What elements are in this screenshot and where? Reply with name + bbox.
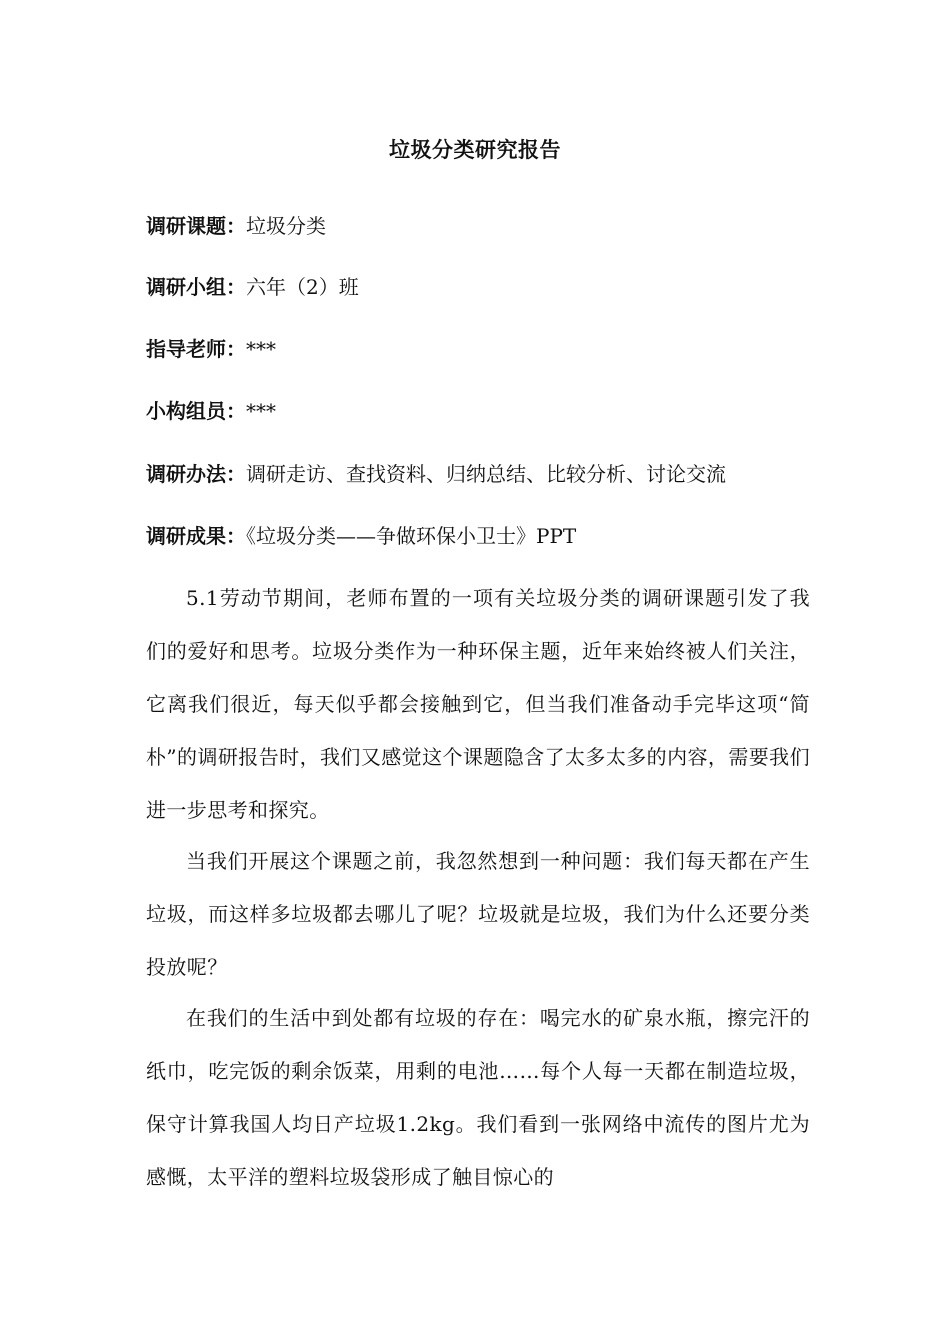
paragraph-intro: 5.1劳动节期间，老师布置的一项有关垃圾分类的调研课题引发了我们的爱好和思考。垃圾分类作为一种环保主题，近年来始终被人们关注，它离我们很近，每天似乎都会接触到它，但当我们准备动手完毕这项“简朴”的调研报告时，我们又感觉这个课题隐含了太多太多的内容，需要我们进一步思考和探究。 [146, 586, 810, 822]
meta-row-teacher [146, 334, 826, 364]
meta-label-group: 调研小组： [146, 275, 246, 299]
meta-value-method: 调研走访、查找资料、归纳总结、比较分析、讨论交流 [246, 462, 726, 486]
meta-value-topic: 垃圾分类 [246, 214, 326, 238]
meta-row-method [146, 459, 826, 489]
meta-label-teacher: 指导老师： [146, 337, 246, 361]
document-title: 垃圾分类研究报告 [389, 138, 561, 162]
meta-row-group [146, 272, 826, 302]
meta-row-topic [146, 211, 826, 241]
meta-label-topic: 调研课题： [146, 214, 246, 238]
meta-value-group: 六年（2）班 [246, 275, 359, 299]
meta-label-result: 调研成果： [146, 524, 246, 548]
meta-label-method: 调研办法： [146, 462, 246, 486]
meta-value-result: 《垃圾分类——争做环保小卫士》PPT [246, 524, 577, 548]
paragraph-daily-waste: 在我们的生活中到处都有垃圾的存在：喝完水的矿泉水瓶，擦完汗的纸巾，吃完饭的剩余饭菜，用剩的电池……每个人每一天都在制造垃圾，保守计算我国人均日产垃圾1.2kg。我们看到一张网络中流传的图片尤为感慨，太平洋的塑料垃圾袋形成了触目惊心的 [146, 1006, 810, 1189]
paragraph-question: 当我们开展这个课题之前，我忽然想到一种问题：我们每天都在产生垃圾，而这样多垃圾都去哪儿了呢？垃圾就是垃圾，我们为什么还要分类投放呢？ [146, 849, 810, 979]
meta-label-members: 小构组员： [146, 399, 246, 423]
meta-row-result [146, 521, 826, 551]
meta-row-members [146, 396, 826, 426]
meta-value-teacher: *** [246, 337, 276, 361]
meta-value-members: *** [246, 399, 276, 423]
